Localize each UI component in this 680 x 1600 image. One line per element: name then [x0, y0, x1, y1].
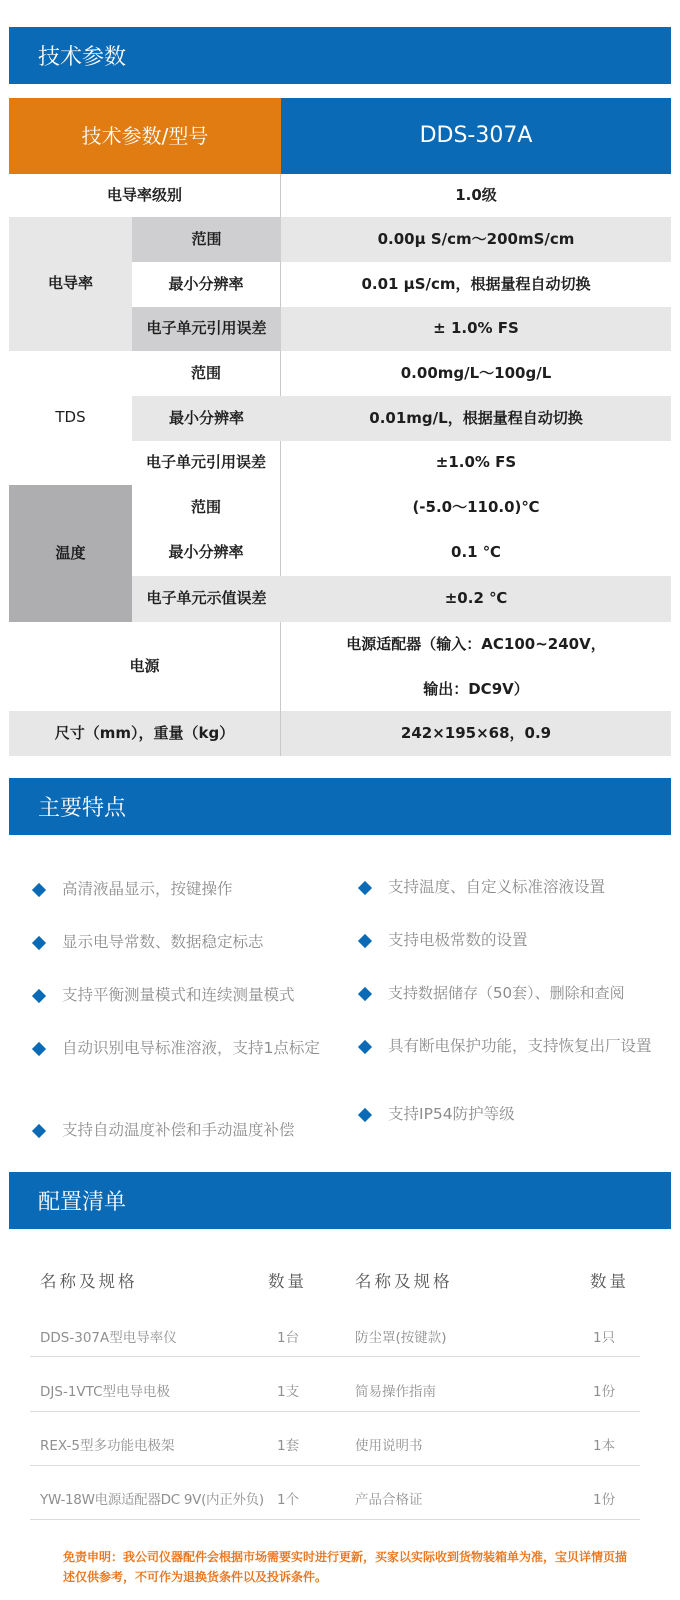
row-divider	[30, 1465, 640, 1466]
spec-group-conductivity: 电导率	[9, 217, 132, 351]
feature-text: 支持温度、自定义标准溶液设置	[388, 878, 606, 896]
spec-power-value-line1: 电源适配器（输入：AC100~240V，	[346, 635, 606, 653]
feature-text: 支持数据储存（50套）、删除和查阅	[388, 984, 625, 1002]
feature-text: 支持平衡测量模式和连续测量模式	[62, 986, 295, 1004]
spec-tds-resolution-value: 0.01mg/L，根据量程自动切换	[281, 396, 671, 441]
config-item-name: YW-18W电源适配器DC 9V(内正外负)	[40, 1492, 264, 1508]
spec-tds-error-label: 电子单元引用误差	[132, 441, 281, 485]
spec-temperature-range-value: (-5.0～110.0)℃	[281, 485, 671, 530]
specs-section-title: 技术参数	[38, 45, 127, 70]
feature-item	[356, 1036, 656, 1057]
config-header-qty: 数量	[590, 1272, 629, 1291]
config-item-name: DDS-307A型电导率仪	[40, 1330, 177, 1346]
config-item-qty: 1只	[593, 1330, 616, 1346]
diamond-bullet-icon	[32, 1042, 46, 1056]
feature-text: 支持IP54防护等级	[388, 1105, 515, 1123]
spec-temperature-error-value: ±0.2 ℃	[281, 576, 671, 622]
row-divider	[30, 1411, 640, 1412]
spec-size-label: 尺寸（mm），重量（kg）	[9, 711, 281, 756]
feature-item	[356, 983, 670, 1004]
config-header-qty: 数量	[268, 1272, 307, 1291]
feature-item	[356, 1104, 656, 1125]
spec-temperature-resolution-label: 最小分辨率	[132, 530, 281, 576]
feature-item	[356, 877, 668, 898]
feature-item	[30, 1120, 330, 1141]
diamond-bullet-icon	[358, 934, 372, 948]
config-item-qty: 1份	[593, 1384, 616, 1400]
spec-conductivity-error-value: ± 1.0% FS	[281, 307, 671, 351]
spec-conductivity-error-label: 电子单元引用误差	[132, 307, 281, 351]
specs-section-header	[9, 27, 671, 84]
features-section-header	[9, 778, 671, 835]
feature-item	[30, 879, 320, 900]
feature-text: 自动识别电导标准溶液，支持1点标定	[62, 1039, 320, 1057]
spec-conductivity-range-value: 0.00μ S/cm～200mS/cm	[281, 217, 671, 262]
diamond-bullet-icon	[32, 883, 46, 897]
config-item-name: 防尘罩(按键款)	[355, 1330, 447, 1346]
spec-conductivity-resolution-label: 最小分辨率	[132, 262, 281, 307]
feature-item	[30, 1038, 320, 1059]
feature-text: 支持电极常数的设置	[388, 931, 528, 949]
config-item-qty: 1个	[277, 1492, 300, 1508]
spec-tds-error-value: ±1.0% FS	[281, 441, 671, 485]
diamond-bullet-icon	[358, 1108, 372, 1122]
config-item-qty: 1本	[593, 1438, 616, 1454]
spec-tds-resolution-label: 最小分辨率	[132, 396, 281, 441]
row-divider	[30, 1519, 640, 1520]
spec-tds-range-label: 范围	[132, 351, 281, 396]
spec-temperature-error-label: 电子单元示值误差	[132, 576, 281, 622]
config-header-name: 名称及规格	[40, 1272, 138, 1291]
feature-text: 显示电导常数、数据稳定标志	[62, 933, 264, 951]
diamond-bullet-icon	[358, 987, 372, 1001]
config-item-qty: 1台	[277, 1330, 300, 1346]
diamond-bullet-icon	[32, 989, 46, 1003]
spec-temperature-range-label: 范围	[132, 485, 281, 530]
spec-power-label: 电源	[9, 622, 281, 711]
diamond-bullet-icon	[358, 881, 372, 895]
config-item-name: DJS-1VTC型电导电极	[40, 1384, 171, 1400]
spec-group-tds: TDS	[9, 351, 132, 485]
spec-header-label: 技术参数/型号	[9, 98, 281, 174]
spec-size-value: 242×195×68，0.9	[281, 711, 671, 756]
spec-temperature-resolution-value: 0.1 ℃	[281, 530, 671, 576]
row-divider	[30, 1356, 640, 1357]
diamond-bullet-icon	[358, 1040, 372, 1054]
disclaimer-text: 免责申明：我公司仪器配件会根据市场需要实时进行更新，买家以实际收到货物装箱单为准，宝贝详情页描述仅供参考，不可作为退换货条件以及投诉条件。	[63, 1550, 628, 1584]
diamond-bullet-icon	[32, 1124, 46, 1138]
config-item-qty: 1支	[277, 1384, 300, 1400]
config-item-qty: 1份	[593, 1492, 616, 1508]
diamond-bullet-icon	[32, 936, 46, 950]
config-item-qty: 1套	[277, 1438, 300, 1454]
spec-tds-range-value: 0.00mg/L～100g/L	[281, 351, 671, 396]
spec-conductivity-resolution-value: 0.01 μS/cm，根据量程自动切换	[281, 262, 671, 307]
config-section-header	[9, 1172, 671, 1229]
feature-text: 具有断电保护功能，支持恢复出厂设置	[388, 1037, 652, 1055]
spec-group-temperature: 温度	[9, 485, 132, 622]
spec-grade-label: 电导率级别	[9, 174, 281, 217]
config-item-name: 简易操作指南	[355, 1384, 436, 1400]
config-item-name: 产品合格证	[355, 1492, 423, 1508]
feature-text: 支持自动温度补偿和手动温度补偿	[62, 1121, 295, 1139]
config-item-name: REX-5型多功能电极架	[40, 1438, 175, 1454]
spec-power-value	[281, 622, 671, 711]
config-section-title: 配置清单	[38, 1190, 127, 1215]
config-item-name: 使用说明书	[355, 1438, 423, 1454]
feature-item	[30, 932, 320, 953]
config-header-name: 名称及规格	[355, 1272, 453, 1291]
spec-model-name: DDS-307A	[281, 98, 671, 174]
feature-text: 高清液晶显示，按键操作	[62, 880, 233, 898]
feature-item	[356, 930, 668, 951]
spec-conductivity-range-label: 范围	[132, 217, 281, 262]
features-section-title: 主要特点	[38, 796, 127, 821]
spec-grade-value: 1.0级	[281, 174, 671, 217]
spec-power-value-line2: 输出：DC9V）	[423, 680, 529, 698]
feature-item	[30, 985, 330, 1006]
